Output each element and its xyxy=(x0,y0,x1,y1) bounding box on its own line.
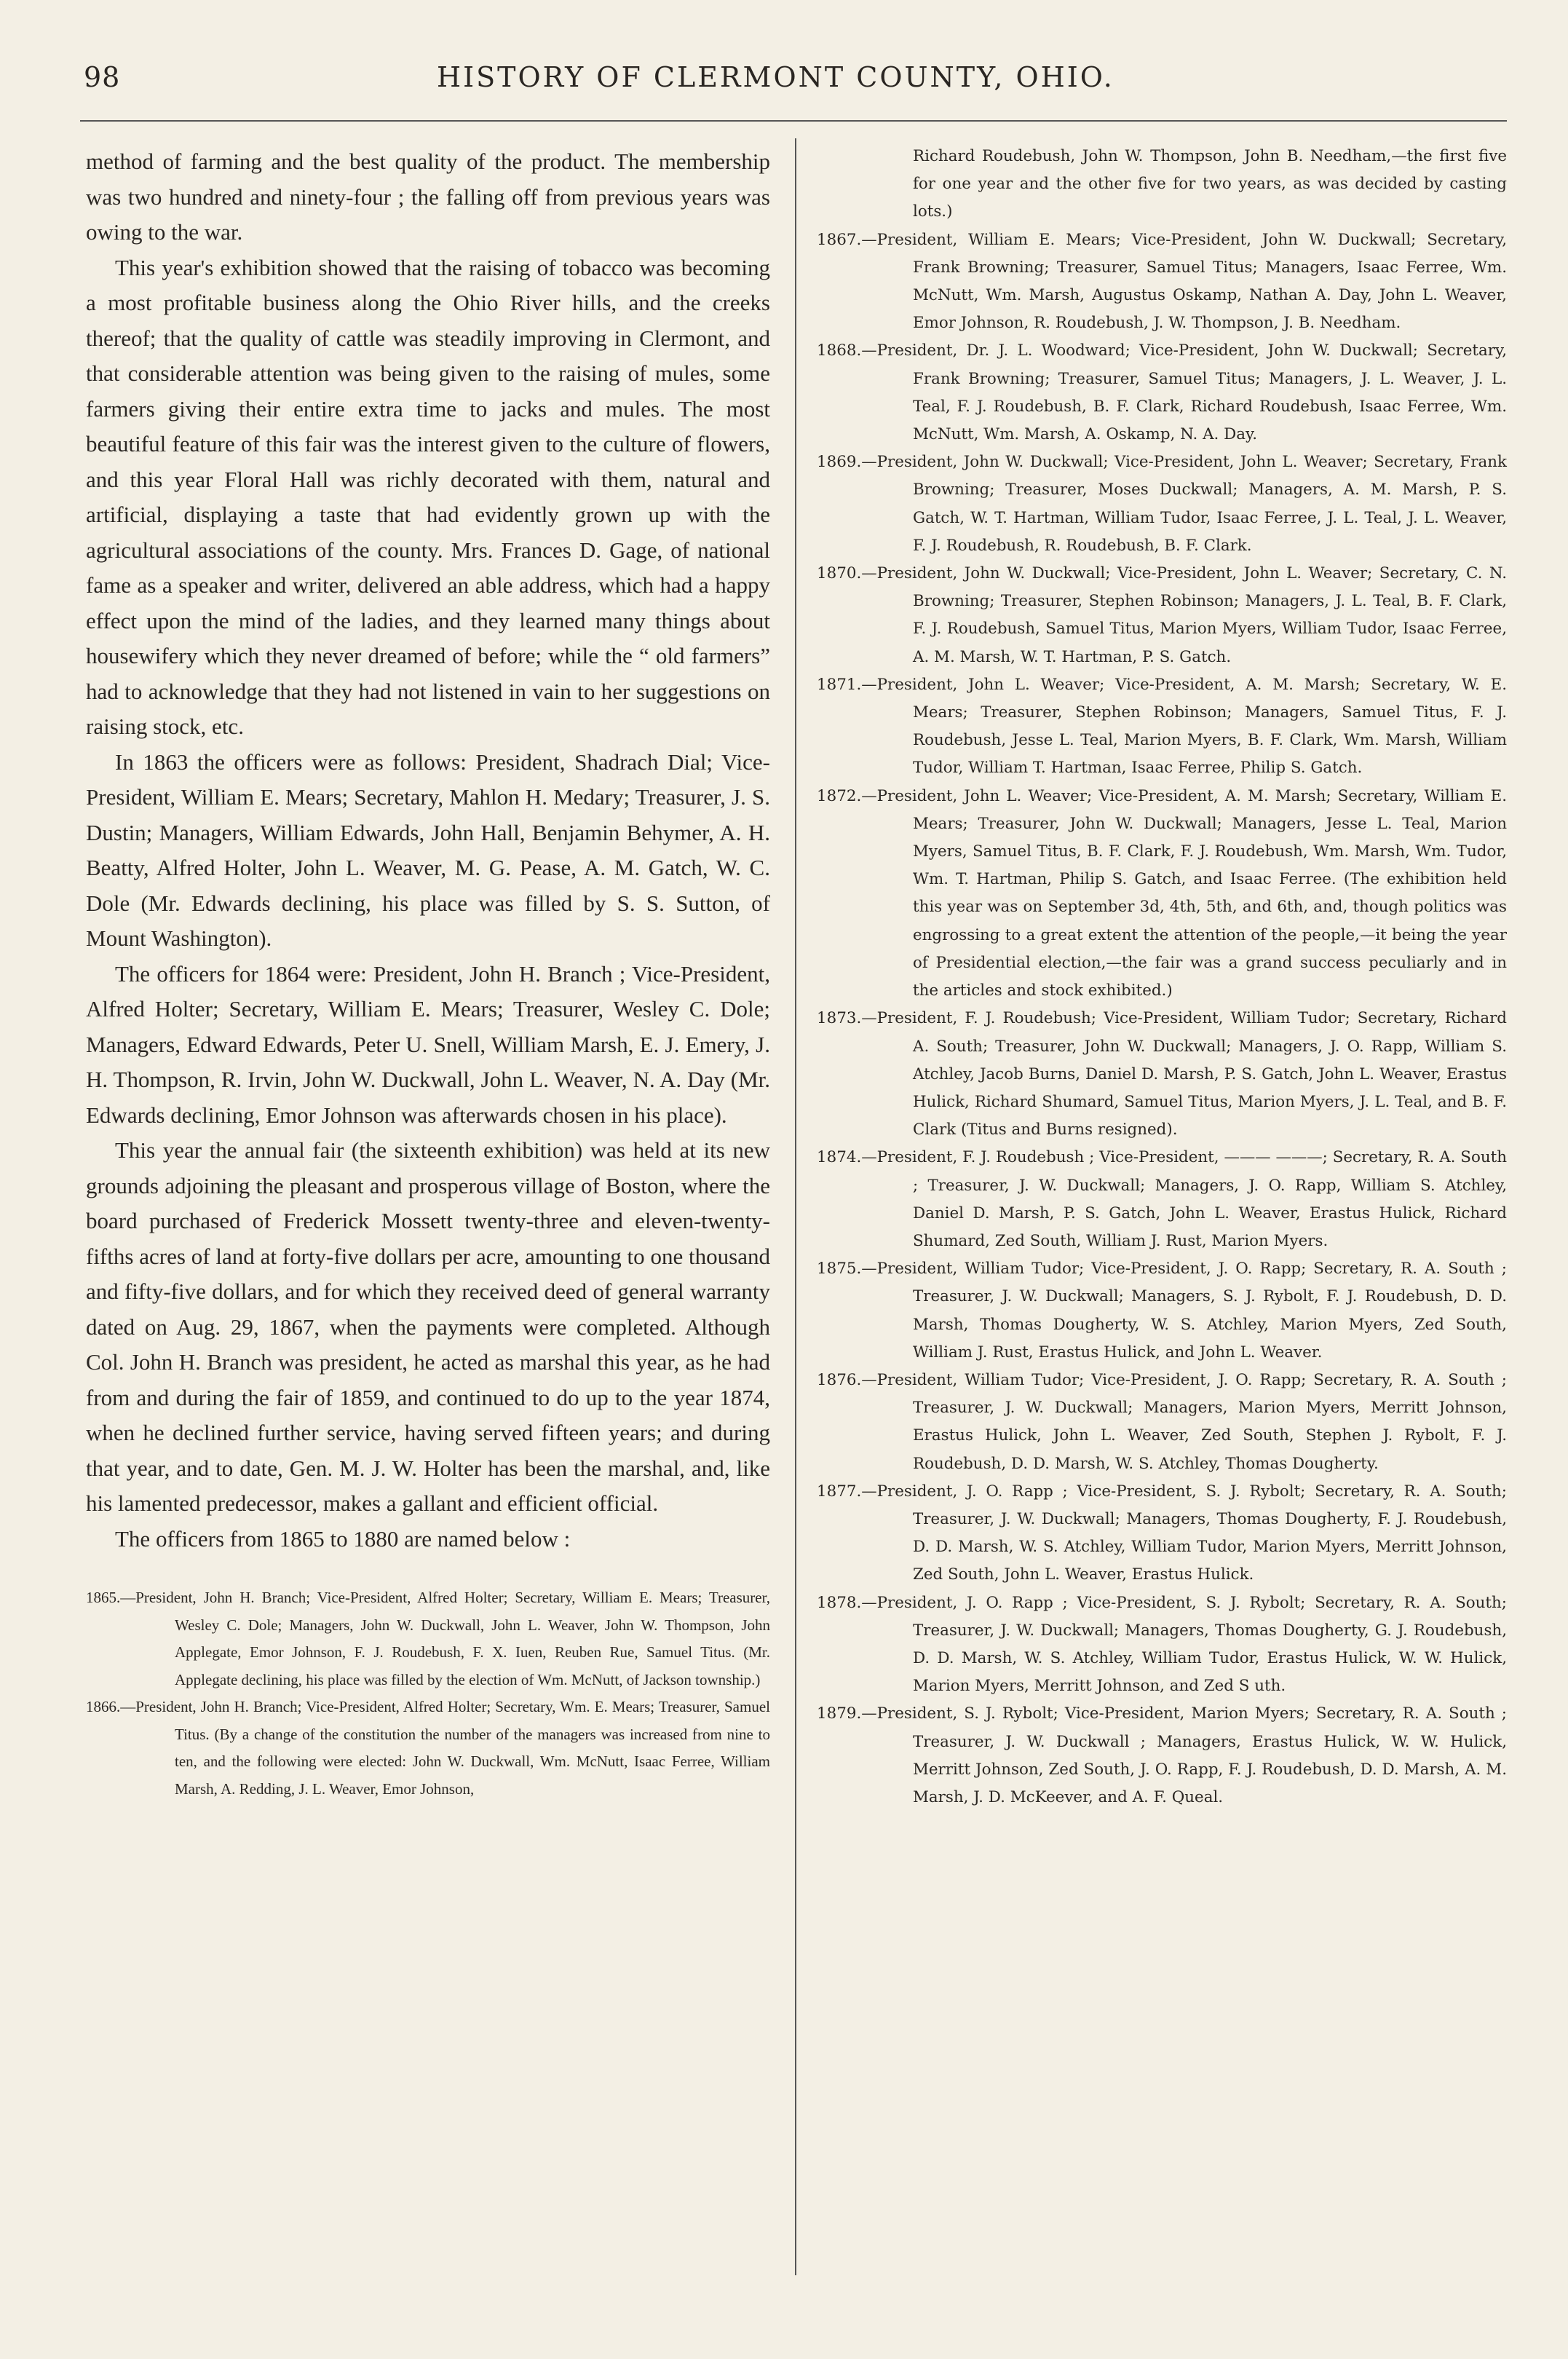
right-column xyxy=(817,143,1507,1811)
officer-entry-1872: 1872.—President, John L. Weaver; Vice-President, A. M. Marsh; Secretary, William E. Mears; Treasurer, John W. Duckwall; Managers, Jesse L. Teal, Marion Myers, Samuel Titus, B. F. Clark, F. J. Roudebush, Wm. Marsh, Wm. Tudor, Wm. T. Hartman, Philip S. Gatch, and Isaac Ferree. (The exhibition held this year was on September 3d, 4th, 5th, and 6th, and, though politics was engrossing to a great extent the attention of the people,—it being the year of Presidential election,—the fair was a grand success peculiarly and in the articles and stock exhibited.) xyxy=(817,786,1507,1000)
officer-entry-1866-continued: Richard Roudebush, John W. Thompson, John B. Needham,—the first five for one year and the other five for two years, as was decided by casting lots.) xyxy=(913,147,1507,221)
paragraph: This year the annual fair (the sixteenth exhibition) was held at its new grounds adjoining the pleasant and prosperous village of Boston, where the board purchased of Frederick Mossett twenty-three and eleven-twenty-fifths acres of land at forty-five dollars per acre, amounting to one thousand and fifty-five dollars, and for which they received deed of general warranty dated on Aug. 29, 1867, when the payments were completed. Although Col. John H. Branch was president, he acted as marshal this year, as he had from and during the fair of 1859, and continued to do up to the year 1874, when he declined further service, having served fifteen years; and during that year, and to date, Gen. M. J. W. Holter has been the marshal, and, like his lamented predecessor, makes a gallant and efficient official. xyxy=(86,1137,770,1516)
left-column xyxy=(86,144,770,1803)
officer-entry-1878: 1878.—President, J. O. Rapp ; Vice-President, S. J. Rybolt; Secretary, R. A. South; Treasurer, J. W. Duckwall; Managers, Thomas Dougherty, G. J. Roudebush, D. D. Marsh, W. S. Atchley, William Tudor, Erastus Hulick, W. W. Hulick, Marion Myers, Merritt Johnson, and Zed S uth. xyxy=(817,1593,1507,1696)
paragraph: The officers from 1865 to 1880 are named below : xyxy=(115,1525,571,1552)
officer-entry-1876: 1876.—President, William Tudor; Vice-President, J. O. Rapp; Secretary, R. A. South ; Treasurer, J. W. Duckwall; Managers, Marion Myers, Merritt Johnson, Erastus Hulick, John L. Weaver, Zed South, Stephen J. Rybolt, F. J. Roudebush, D. D. Marsh, W. S. Atchley, Thomas Dougherty. xyxy=(817,1370,1507,1473)
officer-entry-1865: 1865.—President, John H. Branch; Vice-President, Alfred Holter; Secretary, William E. Mears; Treasurer, Wesley C. Dole; Managers, John W. Duckwall, John L. Weaver, John W. Thompson, John Applegate, Emor Johnson, F. J. Roudebush, F. X. Iuen, Reuben Rue, Samuel Titus. (Mr. Applegate declining, his place was filled by the election of Wm. McNutt, of Jackson township.) xyxy=(86,1589,770,1688)
paragraph: This year's exhibition showed that the raising of tobacco was becoming a most profitable business along the Ohio River hills, and the creeks thereof; that the quality of cattle was steadily improving in Clermont, and that considerable attention was being given to the raising of mules, some farmers giving their entire extra time to jacks and mules. The most beautiful feature of this fair was the interest given to the culture of flowers, and this year Floral Hall was richly decorated with them, natural and artificial, displaying a taste that had evidently grown up with the agricultural associations of the county. Mrs. Frances D. Gage, of national fame as a speaker and writer, delivered an able address, which had a happy effect upon the mind of the ladies, and they learned many things about housewifery which they never dreamed of before; while the “ old farmers” had to acknowledge that they had not listened in vain to her suggestions on raising stock, etc. xyxy=(86,254,770,739)
officer-entry-1874: 1874.—President, F. J. Roudebush ; Vice-President, ——— ———; Secretary, R. A. South ; Treasurer, J. W. Duckwall; Managers, J. O. Rapp, William S. Atchley, Daniel D. Marsh, P. S. Gatch, John L. Weaver, Erastus Hulick, Richard Shumard, Zed South, William J. Rust, Marion Myers. xyxy=(817,1148,1507,1250)
header-rule xyxy=(80,120,1507,122)
officer-entry-1868: 1868.—President, Dr. J. L. Woodward; Vice-President, John W. Duckwall; Secretary, Frank Browning; Treasurer, Samuel Titus; Managers, J. L. Weaver, J. L. Teal, F. J. Roudebush, B. F. Clark, Richard Roudebush, Isaac Ferree, Wm. McNutt, Wm. Marsh, A. Oskamp, N. A. Day. xyxy=(817,341,1507,444)
officer-entry-1875: 1875.—President, William Tudor; Vice-President, J. O. Rapp; Secretary, R. A. South ; Treasurer, J. W. Duckwall; Managers, S. J. Rybolt, F. J. Roudebush, D. D. Marsh, Thomas Dougherty, W. S. Atchley, Marion Myers, Zed South, William J. Rust, Erastus Hulick, and John L. Weaver. xyxy=(817,1260,1507,1362)
officer-entry-1870: 1870.—President, John W. Duckwall; Vice-President, John L. Weaver; Secretary, C. N. Browning; Treasurer, Stephen Robinson; Managers, J. L. Teal, B. F. Clark, F. J. Roudebush, Samuel Titus, Marion Myers, William Tudor, Isaac Ferree, A. M. Marsh, W. T. Hartman, P. S. Gatch. xyxy=(817,564,1507,666)
paragraph: method of farming and the best quality of the product. The membership was two hundred and ninety-four ; the falling off from previous years was owing to the war. xyxy=(86,149,770,245)
officer-entry-1879: 1879.—President, S. J. Rybolt; Vice-President, Marion Myers; Secretary, R. A. South ; Treasurer, J. W. Duckwall ; Managers, Erastus Hulick, W. W. Hulick, Merritt Johnson, Zed South, J. O. Rapp, F. J. Roudebush, D. D. Marsh, A. M. Marsh, J. D. McKeever, and A. F. Queal. xyxy=(817,1704,1507,1806)
paragraph: The officers for 1864 were: President, John H. Branch ; Vice-President, Alfred Holter; Secretary, William E. Mears; Treasurer, Wesley C. Dole; Managers, Edward Edwards, Peter U. Snell, William Marsh, E. J. Emery, J. H. Thompson, R. Irvin, John W. Duckwall, John L. Weaver, N. A. Day (Mr. Edwards declining, Emor Johnson was afterwards chosen in his place). xyxy=(86,960,770,1128)
officer-entry-1871: 1871.—President, John L. Weaver; Vice-President, A. M. Marsh; Secretary, W. E. Mears; Treasurer, Stephen Robinson; Managers, Samuel Titus, F. J. Roudebush, Jesse L. Teal, Marion Myers, B. F. Clark, Wm. Marsh, William Tudor, William T. Hartman, Isaac Ferree, Philip S. Gatch. xyxy=(817,675,1507,778)
officer-entry-1866: 1866.—President, John H. Branch; Vice-President, Alfred Holter; Secretary, Wm. E. Mears; Treasurer, Samuel Titus. (By a change of the constitution the number of the managers was increased from nine to ten, and the following were elected: John W. Duckwall, Wm. McNutt, Isaac Ferree, William Marsh, A. Redding, J. L. Weaver, Emor Johnson, xyxy=(86,1698,770,1798)
page-number: 98 xyxy=(84,61,121,93)
officer-entry-1873: 1873.—President, F. J. Roudebush; Vice-President, William Tudor; Secretary, Richard A. South; Treasurer, John W. Duckwall; Managers, J. O. Rapp, William S. Atchley, Jacob Burns, Daniel D. Marsh, P. S. Gatch, John L. Weaver, Erastus Hulick, Richard Shumard, Samuel Titus, Marion Myers, J. L. Teal, and B. F. Clark (Titus and Burns resigned). xyxy=(817,1009,1507,1139)
column-divider xyxy=(795,138,796,2275)
running-head-title: HISTORY OF CLERMONT COUNTY, OHIO. xyxy=(437,61,1114,93)
officer-entry-1877: 1877.—President, J. O. Rapp ; Vice-President, S. J. Rybolt; Secretary, R. A. South; Treasurer, J. W. Duckwall; Managers, Thomas Dougherty, F. J. Roudebush, D. D. Marsh, W. S. Atchley, William Tudor, Marion Myers, Merritt Johnson, Zed South, John L. Weaver, Erastus Hulick. xyxy=(817,1482,1507,1584)
officer-entry-1867: 1867.—President, William E. Mears; Vice-President, John W. Duckwall; Secretary, Frank Browning; Treasurer, Samuel Titus; Managers, Isaac Ferree, Wm. McNutt, Wm. Marsh, Augustus Oskamp, Nathan A. Day, John L. Weaver, Emor Johnson, R. Roudebush, J. W. Thompson, J. B. Needham. xyxy=(817,230,1507,333)
officer-list-left xyxy=(86,1584,770,1803)
officer-entry-1869: 1869.—President, John W. Duckwall; Vice-President, John L. Weaver; Secretary, Frank Browning; Treasurer, Moses Duckwall; Managers, A. M. Marsh, P. S. Gatch, W. T. Hartman, William Tudor, Isaac Ferree, J. L. Teal, J. L. Weaver, F. J. Roudebush, R. Roudebush, B. F. Clark. xyxy=(817,453,1507,555)
paragraph: In 1863 the officers were as follows: President, Shadrach Dial; Vice-President, William E. Mears; Secretary, Mahlon H. Medary; Treasurer, J. S. Dustin; Managers, William Edwards, John Hall, Benjamin Behymer, A. H. Beatty, Alfred Holter, John L. Weaver, M. G. Pease, A. M. Gatch, W. C. Dole (Mr. Edwards declining, his place was filled by S. S. Sutton, of Mount Washington). xyxy=(86,748,770,951)
